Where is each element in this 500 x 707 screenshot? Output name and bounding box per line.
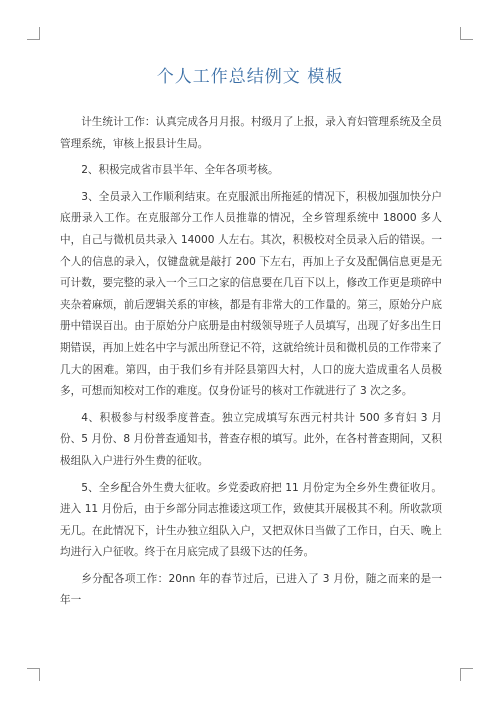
- paragraph: 3、全员录入工作顺利结束。在克服派出所拖延的情况下，积极加强加快分户底册录入工作。在克服部分工作人员推靠的情况，全乡管理系统中 18000 多人中，自己与微机员共录入 14000 人左右。其次，积极校对全员录入后的错误。一个人的信息的录入，仅键盘就是敲打 200 下左右，再加上子女及配偶信息更是无可计数，要完整的录入一个三口之家的信息要在几百下以上，修改工作更是琐碎中夹杂着麻烦，前后逻辑关系的审核，都是有非常大的工作量的。第三，原始分户底册中错误百出。由于原始分户底册是由村级领导班子人员填写，出现了好多出生日期错误，再加上姓名中字与派出所登记不符，这就给统计员和微机员的工作带来了几大的困难。第四，由于我们乡有并陉县第四大村，人口的庞大造成重名人员极多，可想而知校对工作的难度。仅身份证号的核对工作就进行了 3 次之多。: [60, 190, 442, 398]
- paragraph: 计生统计工作：认真完成各月月报。村级月了上报，录入育妇管理系统及全员管理系统，审核上报县计生局。: [60, 116, 442, 150]
- paragraph: 4、积极参与村级季度普查。独立完成填写东西元村共计 500 多育妇 3 月份、5 月份、8 月份普查通知书，普查存根的填写。此外，在各村普查期间，又积极组队入户进行外生费的征收。: [60, 411, 442, 467]
- paragraph: 乡分配各项工作：20nn 年的春节过后，已进入了 3 月份，随之而来的是一年一: [60, 572, 442, 607]
- crop-mark-top-right: [460, 27, 473, 40]
- crop-mark-top-left: [27, 27, 40, 40]
- crop-mark-bottom-right: [460, 668, 473, 681]
- crop-mark-bottom-left: [27, 668, 40, 681]
- paragraph: 2、积极完成省市县半年、全年各项考核。: [81, 164, 279, 177]
- document-body: [60, 112, 442, 617]
- document-title: 个人工作总结例文 模板: [156, 67, 344, 87]
- paragraph: 5、全乡配合外生费大征收。乡党委政府把 11 月份定为全乡外生费征收月。进入 11 月份后，由于乡部分同志推诿这项工作，致使其开展极其不利。所收款项无几。在此情况下，计生办独立组队入户，又把双休日当做了工作日，白天、晚上均进行入户征收。终于在月底完成了县级下达的任务。: [60, 481, 442, 559]
